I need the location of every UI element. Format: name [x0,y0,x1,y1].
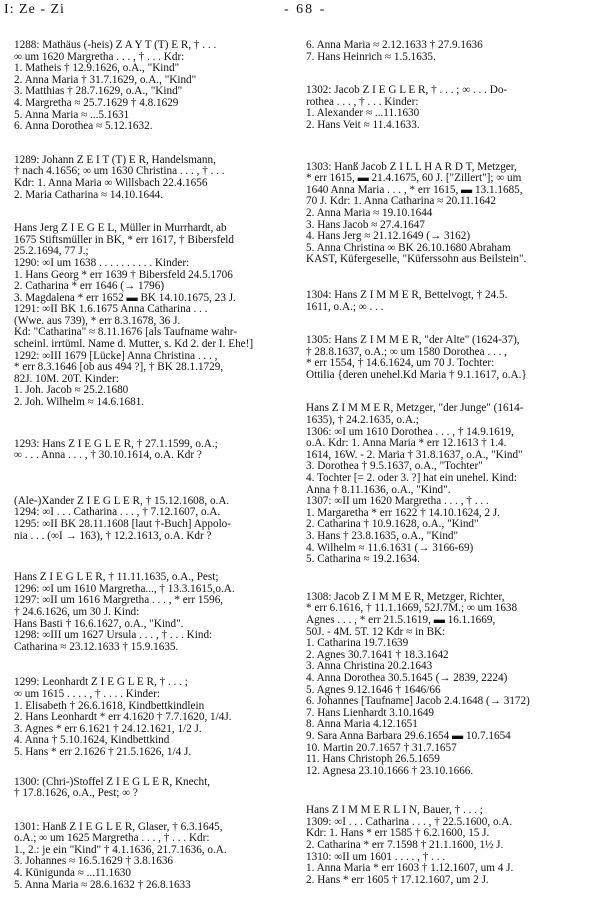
entry-spacer [14,542,306,572]
entry-line: 4. Künigunda ≈ ...11.1630 [14,868,131,880]
entry-spacer [306,313,602,335]
entry-line: 2. Catharina * err 7.1598 † 21.1.1600, 1½ J. [306,840,504,852]
entry-spacer [14,800,306,822]
entry-line: 4. Wilhelm ≈ 11.6.1631 (→ 3166-69) [306,542,474,554]
entry-line: 3. Magdalena * err 1652 ▬ BK 14.10.1675, 23 J. [14,292,236,304]
entry-1303 [306,162,602,266]
entry-line: 2. Agnes 30.7.1641 † 18.3.1642 [306,649,449,661]
entry-line: 1298: ∞III um 1627 Ursula . . . , † . . . Kind: [14,630,213,642]
entry-spacer [14,759,306,777]
entry-line: 2. Anna Maria ≈ 19.10.1644 [306,207,433,219]
entry-line: 6. Anna Maria ≈ 2.12.1633 † 27.9.1636 [306,40,483,51]
entry-line: 1299: Leonhardt Z I E G L E R, † . . . ; [14,677,188,689]
entry-line: 1635), † 24.2.1635, o.A.; [306,415,419,427]
entry-line: * err 8.3.1646 [ob aus 494 ?], † BK 28.1.1729, [14,362,224,374]
entry-line: Anna † 8.11.1636, o.A., "Kind". [306,484,451,496]
entry-1306 [306,403,602,565]
entry-line: Agnes . . . , * err 21.5.1619, ▬ 16.1.1669, [306,614,496,626]
entry-line: 1290: ∞I um 1638 . . . . . . . . . . Kinder: [14,257,190,269]
entry-line: 50J. - 4M. 5T. 12 Kdr ≈ in BK: [306,626,446,638]
entry-line: * err 1554, † 14.6.1624, um 70 J. Tochter: [306,358,495,370]
entry-line: 2. Anna Maria † 31.7.1629, o.A., "Kind" [14,74,197,86]
entry-1301-cont [306,40,602,63]
entry-line: 1. Elisabeth † 26.6.1618, Kindbettkindlein [14,700,205,712]
entry-line: 7. Hans Heinrich ≈ 1.5.1635. [306,51,436,63]
entry-line: 5. Anna Maria ≈ 28.6.1632 † 26.8.1633 [14,879,191,891]
entry-line: 1305: Hans Z I M M E R, "der Alte" (1624-37), [306,335,520,347]
entry-line: 1295: ∞II BK 28.11.1608 [laut †-Buch] Appolo- [14,519,231,530]
entry-line: 5. Catharina ≈ 19.2.1634. [306,554,420,566]
entry-line: 4. Anna Dorothea 30.5.1645 (→ 2839, 2224) [306,672,508,684]
entry-line: 3. Dorothea † 9.5.1637, o.A., "Tochter" [306,461,483,473]
left-column [14,40,306,891]
entry-spacer [306,381,602,403]
entry-line: Kdr: 1. Anna Maria ∞ Willsbach 22.4.1656 [14,177,208,189]
entry-line: KAST, Küfergeselle, "Küferssohn aus Beilstein". [306,254,527,266]
entry-line: 1. Joh. Jacob ≈ 25.2.1680 [14,385,129,397]
entry-1305 [306,335,602,381]
entry-line: Catharina ≈ 23.12.1633 † 15.9.1635. [14,641,179,653]
entry-line: 1675 Stiftsmüller in BK, * err 1617, † Bibersfeld [14,234,234,246]
entry-1293 [14,439,306,462]
entry-line: 2. Maria Catharina ≈ 14.10.1644. [14,189,164,201]
entry-line: ∞ um 1615 . . . . , † . . . . Kinder: [14,688,160,700]
entry-line: † 17.8.1626, o.A., Pest; ∞ ? [14,788,138,800]
entry-line: 1310: ∞II um 1601 . . . . , † . . . [306,851,446,863]
entry-1299 [14,677,306,758]
entry-spacer [306,132,602,162]
entry-line: 5. Anna Maria ≈ ...5.1631 [14,109,130,121]
entry-line: 1294: ∞I . . . Catharina . . . , † 7.12.1607, o.A. [14,507,221,519]
entry-line: † nach 4.1656; ∞ um 1630 Christina . . . , † . . . [14,166,225,178]
entry-1301 [14,822,306,892]
entry-line: 1614, 16W. - 2. Maria † 31.8.1637, o.A., "Kind" [306,449,523,461]
entry-line: 11. Hans Christoph 26.5.1659 [306,754,440,766]
entry-line: 1291: ∞II BK 1.6.1675 Anna Catharina . . . [14,304,208,316]
entry-line: 25.2.1694, 77 J.; [14,246,89,258]
entry-line: 3. Hans Jacob ≈ 27.4.1647 [306,219,425,231]
entry-line: 3. Anna Christina 20.2.1643 [306,661,433,673]
entry-spacer [14,133,306,155]
entry-line: Ottilia {deren unehel.Kd Maria † 9.1.1617, o.A.} [306,369,527,381]
entry-line: 4. Anna † 5.10.1624, Kindbettkind [14,735,170,747]
entry-1304 [306,290,602,313]
page-header-section: I: Ze - Zi [4,2,65,17]
entry-1289 [14,155,306,201]
entry-line: 1307: ∞II um 1620 Margretha . . . , † . . . [306,496,489,508]
entry-line: 1302: Jacob Z I E G L E R, † . . . ; ∞ . . . Do- [306,85,508,97]
entry-line: 1288: Mathäus (-heis) Z A Y T (T) E R, † . . . [14,40,217,51]
entry-line: 1. Alexander ≈ ...11.1630 [306,108,420,120]
entry-line: 1. Anna Maria * err 1603 † 1.12.1607, um 4 J. [306,863,514,875]
entry-spacer [306,566,602,592]
entry-line: 5. Anna Christina ∞ BK 26.10.1680 Abraham [306,242,511,254]
entry-line: † 24.6.1626, um 30 J. Kind: [14,606,140,618]
entry-line: 6. Johannes [Taufname] Jacob 2.4.1648 (→ 3172) [306,696,530,708]
entry-line: 1293: Hans Z I E G L E R, † 27.1.1599, o.A.; [14,438,218,450]
entry-line: (Ale-)Xander Z I E G L E R, † 15.12.1608, o.A. [14,495,230,507]
entry-1309 [306,805,602,886]
entry-line: 1., 2.: je ein "Kind" † 4.1.1636, 21.7.1636, o.A. [14,844,227,856]
entry-line: 1300: (Chri-)Stoffel Z I E G L E R, Knecht, [14,776,211,788]
entry-line: 2. Catharina † 10.9.1628, o.A., "Kind" [306,519,479,531]
entry-line: o.A.; ∞ um 1625 Margretha . . . , † . . . Kdr: [14,833,210,845]
entry-line: ∞ . . . Anna . . . , † 30.10.1614, o.A. Kdr ? [14,450,202,462]
entry-line: Kdr: 1. Hans * err 1585 † 6.2.1600, 15 J. [306,828,490,840]
entry-line: 9. Sara Anna Barbara 29.6.1654 ▬ 10.7.1654 [306,730,511,742]
entry-spacer [306,777,602,805]
entry-line: 10. Martin 20.7.1657 † 31.7.1657 [306,742,457,754]
entry-line: 2. Hans * err 1605 † 17.12.1607, um 2 J. [306,874,489,886]
entry-line: 2. Hans Leonhardt * err 4.1620 † 7.7.1620, 1/4J. [14,712,232,724]
entry-line: 3. Johannes ≈ 16.5.1629 † 3.8.1636 [14,856,174,868]
entry-line: ∞ um 1620 Margretha . . . , † . . . Kdr: [14,51,185,63]
entry-spacer [306,266,602,290]
entry-spacer [14,653,306,677]
entry-line: 1. Matheis † 12.9.1626, o.A., "Kind" [14,63,180,75]
entry-spacer [306,63,602,85]
entry-line: 8. Anna Maria 4.12.1651 [306,719,418,731]
page-number: - 68 - [284,2,327,17]
entry-line: 1308: Jacob Z I M M E R, Metzger, Richter, [306,591,505,603]
entry-line: 1304: Hans Z I M M E R, Bettelvogt, † 24.5. [306,289,508,301]
entry-line: 1297: ∞II um 1616 Margretha . . . , * err 1596, [14,595,224,607]
entry-line: Hans Basti † 16.6.1627, o.A., "Kind". [14,618,184,630]
entry-line: 6. Anna Dorothea ≈ 5.12.1632. [14,121,153,133]
entry-1290 [14,223,306,409]
entry-1294 [14,496,306,542]
entry-line: 1640 Anna Maria . . . , * err 1615, ▬ 13.1.1685, [306,184,523,196]
entry-line: * err 1615, ▬ 21.4.1675, 60 J. ["Zillert"]; ∞ um [306,173,522,185]
entry-line: 7. Hans Lienhardt 3.10.1649 [306,707,435,719]
entry-spacer [14,201,306,223]
entry-spacer [14,462,306,496]
entry-line: 5. Hans * err 2.1626 † 21.5.1626, 1/4 J. [14,746,192,758]
entry-line: (Wwe. aus 739), * err 8.3.1678, 36 J. [14,315,181,327]
entry-line: rothea . . . , † . . . Kinder: [306,96,419,108]
entry-line: 1292: ∞III 1679 [Lücke] Anna Christina . . . , [14,350,218,362]
entry-line: 1301: Hanß Z I E G L E R, Glaser, † 6.3.1645, [14,821,223,833]
entry-line: o.A. Kdr: 1. Anna Maria * err 12.1613 † 1.4. [306,438,507,450]
right-column [306,40,602,886]
entry-line: 4. Margretha ≈ 25.7.1629 † 4.8.1629 [14,97,179,109]
entry-line: 1. Catharina 19.7.1639 [306,638,409,650]
entry-1300 [14,777,306,800]
entry-line: 1. Hans Georg * err 1639 † Bibersfeld 24.5.1706 [14,269,233,281]
entry-line: 1289: Johann Z E I T (T) E R, Handelsmann, [14,154,216,166]
entry-line: scheinl. irrtüml. Name d. Mutter, s. Kd 2. der I. Ehe!] [14,339,254,351]
entry-line: Hans Z I M M E R L I N, Bauer, † . . . ; [306,805,483,817]
entry-line: 4. Tochter [= 2. oder 3. ?] hat ein unehel. Kind: [306,473,517,485]
entry-line: 1306: ∞I um 1610 Dorothea . . . , † 14.9.1619, [306,426,514,438]
entry-line: 3. Matthias † 28.7.1629, o.A., "Kind" [14,86,183,98]
entry-1296 [14,572,306,653]
entry-1288 [14,40,306,133]
entry-line: 2. Joh. Wilhelm ≈ 14.6.1681. [14,397,145,409]
entry-1308 [306,592,602,778]
entry-line: † 28.8.1637, o.A.; ∞ um 1580 Dorothea . . . , [306,346,507,358]
entry-line: 3. Agnes * err 6.1621 † 24.12.1621, 1/2 J. [14,723,202,735]
entry-line: 2. Catharina * err 1646 (→ 1796) [14,281,165,293]
entry-line: * err 6.1616, † 11.1.1669, 52J.7M.; ∞ um 1638 [306,603,518,615]
entry-line: 5. Agnes 9.12.1646 † 1646/66 [306,684,441,696]
entry-1302 [306,85,602,131]
entry-line: 1. Margaretha * err 1622 † 14.10.1624, 2 J. [306,507,500,519]
entry-line: 12. Agnesa 23.10.1666 † 23.10.1666. [306,765,474,777]
entry-line: 1309: ∞I . . . Catharina . . . , † 22.5.1600, o.A. [306,816,513,828]
entry-line: Hans Z I M M E R, Metzger, "der Junge" (1614- [306,403,524,415]
entry-line: 3. Hans † 23.8.1635, o.A., "Kind" [306,531,459,542]
entry-line: 1303: Hanß Jacob Z I L L H A R D T, Metzger, [306,161,517,173]
entry-line: 82J. 10M. 20T. Kinder: [14,373,119,385]
entry-line: 70 J. Kdr: 1. Anna Catharina ≈ 20.11.1642 [306,196,496,208]
entry-line: Hans Z I E G L E R, † 11.11.1635, o.A., Pest; [14,572,219,584]
entry-line: 1296: ∞I um 1610 Margretha..., † 13.3.1615,o.A. [14,583,235,595]
entry-line: 4. Hans Jerg ≈ 21.12.1649 (→ 3162) [306,231,471,243]
entry-line: 1611, o.A.; ∞ . . . [306,301,384,313]
entry-line: Hans Jerg Z I E G E L, Müller in Murrhardt, ab [14,223,227,235]
entry-line: Kd: "Catharina" ≈ 8.11.1676 [als Taufname wahr- [14,327,238,339]
entry-line: 2. Hans Veit ≈ 11.4.1633. [306,119,420,131]
entry-line: nia . . . (∞I → 163), † 12.2.1613, o.A. Kdr ? [14,530,212,542]
entry-spacer [14,409,306,439]
